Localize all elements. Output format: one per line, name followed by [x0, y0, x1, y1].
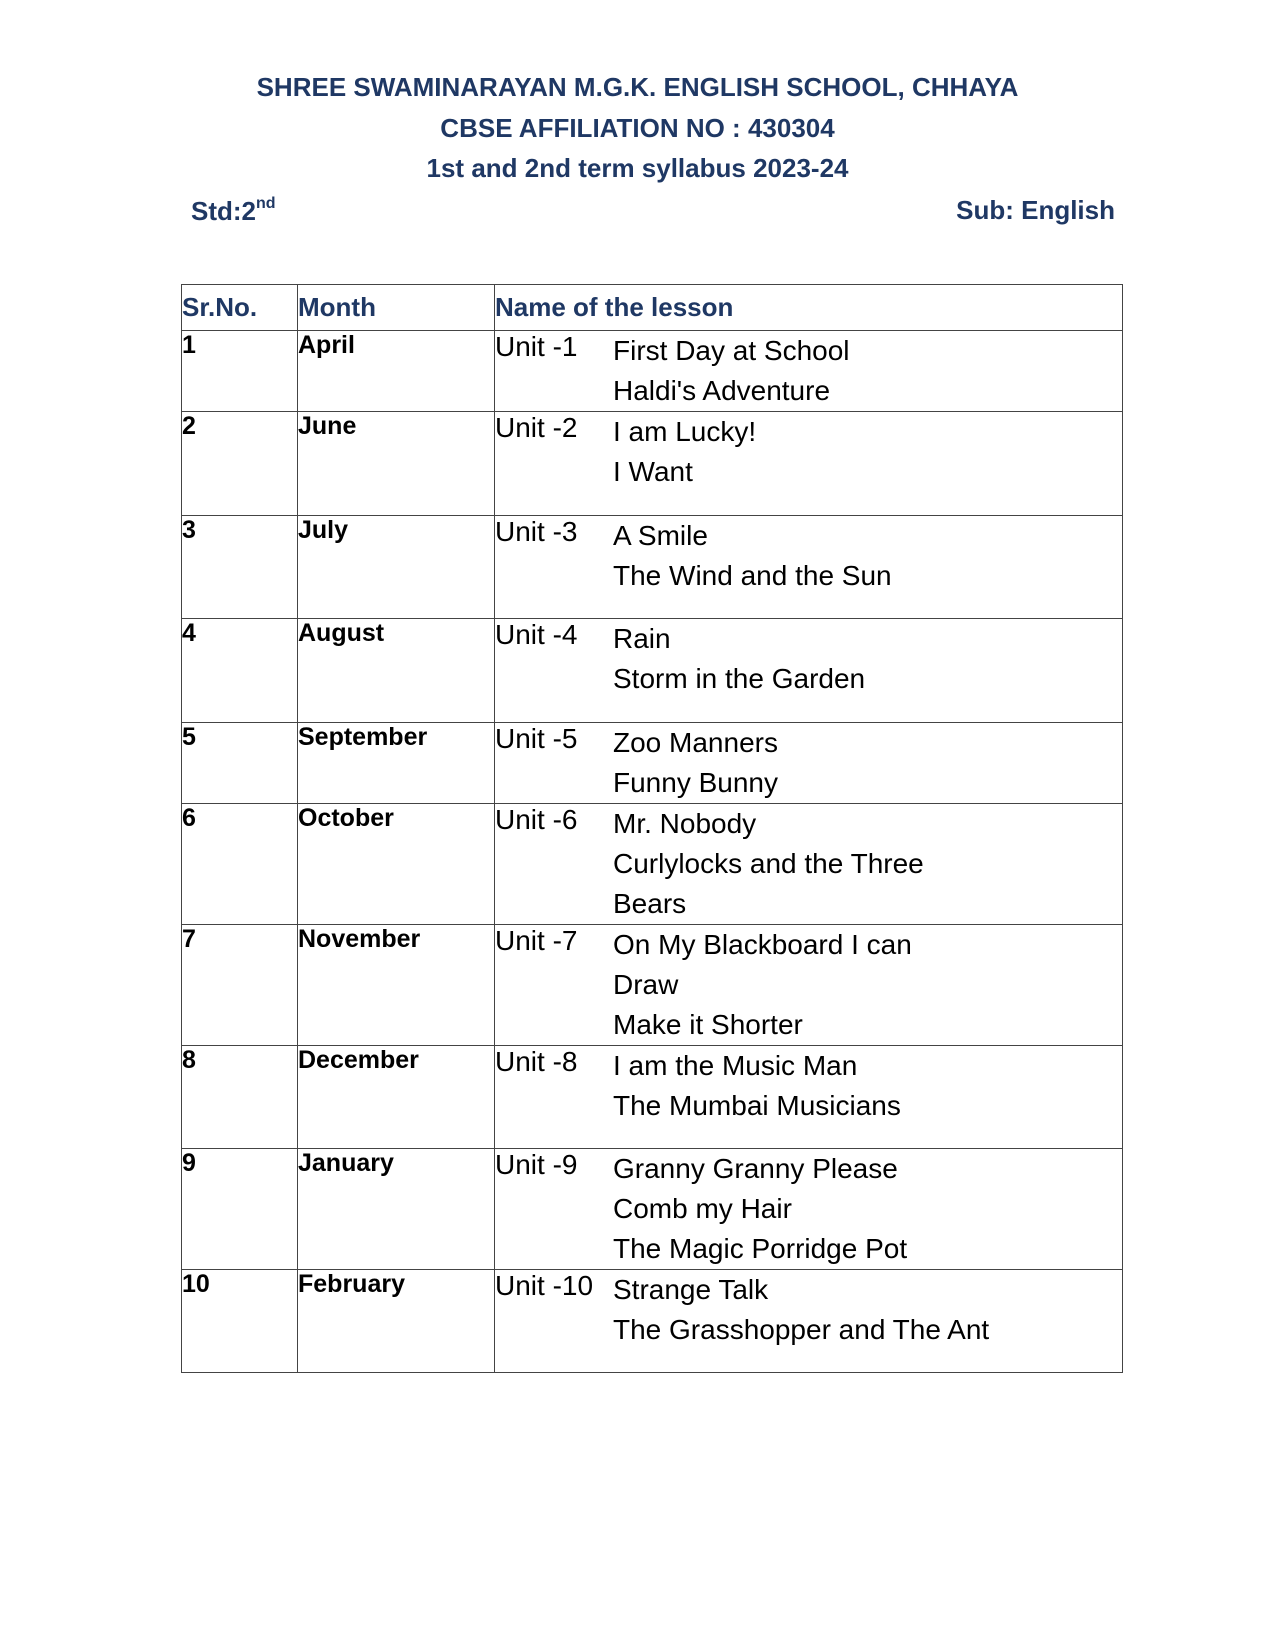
- lesson-cell: [495, 1149, 1123, 1270]
- lesson-title: Mr. Nobody: [613, 808, 757, 839]
- header-lesson-name: Name of the lesson: [495, 285, 1123, 331]
- lesson-cell: [495, 925, 1123, 1046]
- lesson-title: The Grasshopper and The Ant: [613, 1314, 990, 1345]
- lesson-title: On My Blackboard I can: [613, 929, 912, 960]
- table-row: [182, 1270, 1123, 1373]
- sr-no-cell: 3: [182, 516, 298, 619]
- table-row: [182, 804, 1123, 925]
- subject-label: Sub: English: [956, 195, 1115, 225]
- standard-superscript: nd: [256, 195, 276, 212]
- sr-no-cell: 5: [182, 723, 298, 804]
- lesson-title: The Wind and the Sun: [613, 560, 892, 591]
- month-cell: June: [298, 412, 495, 516]
- lesson-cell: [495, 412, 1123, 516]
- header-month: Month: [298, 285, 495, 331]
- table-row: [182, 331, 1123, 412]
- unit-label: Unit -1: [495, 331, 578, 362]
- unit-label: Unit -3: [495, 516, 578, 547]
- table-row: [182, 1046, 1123, 1149]
- lesson-cell: [495, 1270, 1123, 1373]
- lesson-title: Funny Bunny: [613, 767, 778, 798]
- month-cell: August: [298, 619, 495, 723]
- affiliation-number: CBSE AFFILIATION NO : 430304: [440, 113, 835, 143]
- lesson-cell: [495, 723, 1123, 804]
- table-row: [182, 516, 1123, 619]
- table-row: [182, 412, 1123, 516]
- syllabus-table: [181, 284, 1123, 1373]
- lesson-title: The Mumbai Musicians: [613, 1090, 901, 1121]
- sr-no-cell: 10: [182, 1270, 298, 1373]
- syllabus-title: 1st and 2nd term syllabus 2023-24: [426, 153, 849, 183]
- lesson-title: Draw: [613, 969, 679, 1000]
- sr-no-cell: 2: [182, 412, 298, 516]
- lesson-title: I Want: [613, 456, 693, 487]
- month-cell: November: [298, 925, 495, 1046]
- lesson-cell: [495, 331, 1123, 412]
- lesson-title: A Smile: [613, 520, 708, 551]
- unit-label: Unit -9: [495, 1149, 578, 1180]
- lesson-title: Rain: [613, 623, 671, 654]
- month-cell: December: [298, 1046, 495, 1149]
- month-cell: April: [298, 331, 495, 412]
- standard-text: Std:2: [191, 196, 256, 226]
- lesson-title: I am the Music Man: [613, 1050, 858, 1081]
- lesson-title: The Magic Porridge Pot: [613, 1233, 908, 1264]
- unit-label: Unit -5: [495, 723, 578, 754]
- month-cell: October: [298, 804, 495, 925]
- table-header-row: [182, 285, 1123, 331]
- unit-label: Unit -2: [495, 412, 578, 443]
- month-cell: January: [298, 1149, 495, 1270]
- lesson-cell: [495, 804, 1123, 925]
- lesson-title: Granny Granny Please: [613, 1153, 898, 1184]
- sr-no-cell: 9: [182, 1149, 298, 1270]
- lesson-title: Comb my Hair: [613, 1193, 792, 1224]
- lesson-title: Strange Talk: [613, 1274, 769, 1305]
- lesson-title: I am Lucky!: [613, 416, 757, 447]
- lesson-title: Bears: [613, 888, 687, 919]
- lesson-title: Zoo Manners: [613, 727, 778, 758]
- lesson-title: Make it Shorter: [613, 1009, 803, 1040]
- month-cell: February: [298, 1270, 495, 1373]
- sr-no-cell: 8: [182, 1046, 298, 1149]
- sr-no-cell: 1: [182, 331, 298, 412]
- lesson-title: First Day at School: [613, 335, 850, 366]
- sr-no-cell: 7: [182, 925, 298, 1046]
- unit-label: Unit -8: [495, 1046, 578, 1077]
- table-row: [182, 723, 1123, 804]
- unit-label: Unit -7: [495, 925, 578, 956]
- sr-no-cell: 4: [182, 619, 298, 723]
- unit-label: Unit -4: [495, 619, 578, 650]
- standard-label: [191, 195, 276, 227]
- lesson-cell: [495, 516, 1123, 619]
- unit-label: Unit -10: [495, 1270, 594, 1301]
- table-row: [182, 619, 1123, 723]
- header-sr-no: Sr.No.: [182, 285, 298, 331]
- table-row: [182, 925, 1123, 1046]
- school-name: SHREE SWAMINARAYAN M.G.K. ENGLISH SCHOOL, CHHAYA: [256, 72, 1019, 102]
- lesson-title: Haldi's Adventure: [613, 375, 831, 406]
- month-cell: July: [298, 516, 495, 619]
- lesson-title: Storm in the Garden: [613, 663, 866, 694]
- unit-label: Unit -6: [495, 804, 578, 835]
- month-cell: September: [298, 723, 495, 804]
- lesson-title: Curlylocks and the Three: [613, 848, 924, 879]
- lesson-cell: [495, 1046, 1123, 1149]
- sr-no-cell: 6: [182, 804, 298, 925]
- table-row: [182, 1149, 1123, 1270]
- lesson-cell: [495, 619, 1123, 723]
